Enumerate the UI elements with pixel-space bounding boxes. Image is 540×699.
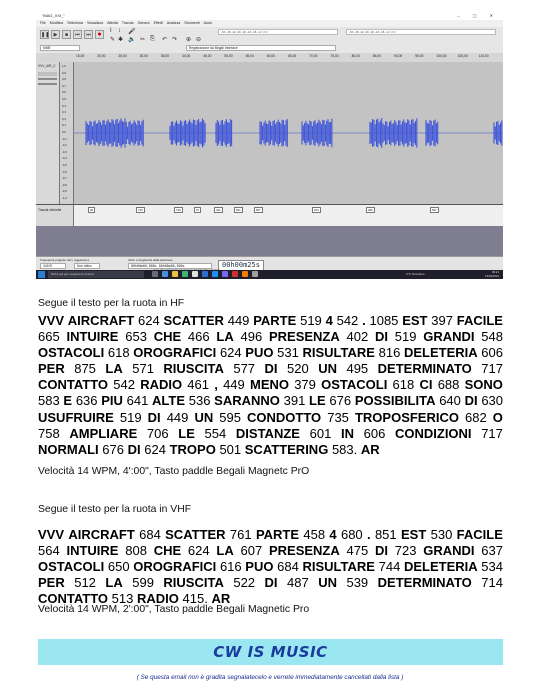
scale-value: -0,5 bbox=[62, 163, 67, 167]
scale-value: 0,3 bbox=[62, 110, 66, 115]
text-number: 542 bbox=[336, 313, 359, 328]
text-number: 397 bbox=[431, 313, 453, 328]
text-word: TROPOSFERICO bbox=[354, 409, 459, 425]
mute-button[interactable] bbox=[38, 72, 57, 76]
redo-icon[interactable]: ↷ bbox=[172, 37, 178, 43]
ruler-tick: 90,00 bbox=[394, 54, 403, 58]
scale-value: 1,0 bbox=[62, 64, 66, 68]
text-number: 449 bbox=[227, 313, 250, 328]
scale-value: 0,2 bbox=[62, 116, 66, 121]
selection-tool-icon[interactable]: I bbox=[110, 28, 112, 34]
text-number: 487 bbox=[287, 575, 309, 591]
text-number: 554 bbox=[204, 425, 227, 441]
text-word: UN bbox=[194, 409, 214, 425]
text-number: 684 bbox=[277, 559, 299, 575]
text-number: 519 bbox=[394, 329, 417, 345]
text-number: 761 bbox=[229, 527, 252, 542]
mic-icon[interactable]: 🎤 bbox=[128, 29, 136, 35]
text-word: DI bbox=[147, 409, 161, 425]
text-number: 461 bbox=[187, 377, 209, 393]
text-number: 564 bbox=[38, 543, 60, 559]
taskbar-clock[interactable] bbox=[485, 271, 499, 278]
scale-value: -0,1 bbox=[62, 136, 67, 141]
text-word: DI bbox=[375, 329, 388, 345]
waveform[interactable] bbox=[74, 62, 503, 204]
menu-item[interactable]: File bbox=[40, 21, 46, 25]
store-icon[interactable] bbox=[192, 271, 198, 277]
text-number: 641 bbox=[126, 393, 149, 409]
editor-toolbar bbox=[36, 27, 503, 54]
text-word: ALTE bbox=[152, 393, 186, 409]
text-word: DI bbox=[264, 361, 278, 377]
scale-value: -0,7 bbox=[62, 176, 67, 181]
cw-is-music-banner bbox=[38, 639, 503, 665]
text-word: TROPO bbox=[169, 441, 216, 457]
text-word: CONTATTO bbox=[38, 591, 109, 607]
text-word: SONO bbox=[464, 377, 503, 393]
hf-note: Velocità 14 WPM, 4':00", Tasto paddle Begali Magnetc PrO bbox=[38, 466, 310, 477]
text-number: 676 bbox=[329, 393, 352, 409]
scale-value: -0,3 bbox=[62, 149, 67, 154]
text-word: 4 bbox=[329, 527, 337, 542]
text-word: DELETERIA bbox=[403, 345, 478, 361]
text-number: 449 bbox=[223, 377, 245, 393]
pause-button[interactable]: ❚❚ bbox=[41, 32, 50, 38]
project-rate-label: Frequenza progetto (Hz) bbox=[40, 258, 73, 262]
text-word: SCATTERING bbox=[244, 441, 329, 457]
text-number: 816 bbox=[378, 345, 401, 361]
text-word: CONTATTO bbox=[38, 377, 109, 393]
text-number: 618 bbox=[107, 345, 130, 361]
text-word: PUO bbox=[245, 345, 274, 361]
text-word: PRESENZA bbox=[268, 543, 340, 559]
text-number: 618 bbox=[392, 377, 415, 393]
task-view-icon[interactable] bbox=[152, 271, 158, 277]
ruler-tick: 25,00 bbox=[118, 54, 127, 58]
menu-item[interactable]: Seleziona bbox=[67, 21, 83, 25]
project-rate-dropdown[interactable]: 44100 bbox=[40, 263, 66, 269]
text-word: . bbox=[362, 313, 366, 328]
ruler-tick: 60,00 bbox=[266, 54, 276, 58]
ruler-tick: 80,00 bbox=[351, 54, 360, 58]
text-number: 624 bbox=[138, 313, 160, 328]
text-word: EST bbox=[400, 527, 427, 542]
text-number: 583. bbox=[331, 441, 358, 457]
menu-item[interactable]: Genera bbox=[137, 21, 150, 25]
text-number: 475 bbox=[346, 543, 369, 559]
text-number: 717 bbox=[481, 425, 503, 441]
scale-value: 0,0 bbox=[62, 130, 66, 134]
text-number: 624 bbox=[219, 345, 242, 361]
text-number: 539 bbox=[346, 575, 369, 591]
text-number: 548 bbox=[481, 329, 503, 345]
text-number: 706 bbox=[146, 425, 169, 441]
editor-title: "MAG_XXI_" bbox=[42, 13, 65, 18]
stop-button[interactable]: ■ bbox=[62, 30, 71, 39]
text-word: NORMALI bbox=[38, 441, 99, 457]
track-label[interactable]: 749 bbox=[138, 208, 143, 212]
text-number: 606 bbox=[481, 345, 503, 361]
ruler-tick: 20,00 bbox=[97, 54, 106, 58]
playback-meter[interactable]: -54 -48 -42 -36 -30 -24 -18 -12 -6 0 bbox=[346, 29, 496, 35]
taskbar-search[interactable]: Scrivi qui per eseguire la ricerca bbox=[48, 271, 144, 278]
text-number: 402 bbox=[346, 329, 369, 345]
text-word: OROGRAFICI bbox=[133, 559, 217, 575]
host-dropdown[interactable]: MME bbox=[40, 45, 80, 51]
text-word: UN bbox=[318, 361, 337, 377]
text-number: 723 bbox=[394, 543, 417, 559]
weather-tray[interactable]: 2°C Nuvoloso bbox=[406, 272, 425, 276]
text-number: 599 bbox=[132, 575, 154, 591]
track-label[interactable]: 286 bbox=[368, 208, 373, 212]
menu-item[interactable]: Traccia bbox=[121, 21, 134, 25]
text-number: 519 bbox=[119, 409, 142, 425]
text-number: 496 bbox=[240, 329, 263, 345]
text-word: INTUIRE bbox=[66, 329, 119, 345]
text-word: UN bbox=[318, 575, 337, 591]
explorer-icon[interactable] bbox=[172, 271, 178, 277]
ruler-tick: 45,00 bbox=[203, 54, 212, 58]
text-number: 601 bbox=[309, 425, 332, 441]
text-number: 637 bbox=[481, 543, 503, 559]
text-number: 808 bbox=[125, 543, 147, 559]
ruler-tick: 85,00 bbox=[372, 54, 382, 58]
scale-value: -0,2 bbox=[62, 143, 67, 148]
text-word: PER bbox=[38, 575, 65, 591]
text-word: SCATTER bbox=[163, 313, 224, 328]
editor-titlebar bbox=[36, 12, 503, 20]
text-number: 513 bbox=[111, 591, 134, 607]
envelope-tool-icon[interactable]: ↕ bbox=[118, 28, 121, 34]
text-word: MENO bbox=[249, 377, 289, 393]
text-word: LA bbox=[105, 361, 123, 377]
menu-item[interactable]: Strumenti bbox=[184, 21, 200, 25]
mail-icon[interactable] bbox=[202, 271, 208, 277]
text-number: 640 bbox=[439, 393, 461, 409]
text-number: 536 bbox=[188, 393, 211, 409]
text-word: OSTACOLI bbox=[38, 345, 105, 361]
gain-slider[interactable] bbox=[38, 78, 57, 80]
draw-tool-icon[interactable]: ✎ bbox=[110, 37, 116, 43]
text-word: AR bbox=[360, 441, 380, 457]
text-word: PRESENZA bbox=[268, 329, 340, 345]
editor-menubar bbox=[36, 20, 503, 27]
text-word: LE bbox=[309, 393, 326, 409]
menu-item[interactable]: Modifica bbox=[49, 21, 64, 25]
text-word: GRANDI bbox=[423, 329, 475, 345]
text-number: 744 bbox=[378, 559, 401, 575]
audacity-icon[interactable] bbox=[242, 271, 248, 277]
text-word: IN bbox=[340, 425, 354, 441]
text-word: AR bbox=[211, 591, 231, 607]
text-word: 4 bbox=[325, 313, 333, 328]
text-word: PARTE bbox=[255, 527, 300, 542]
text-number: 676 bbox=[102, 441, 124, 457]
record-button[interactable]: ● bbox=[95, 30, 104, 39]
text-word: POSSIBILITA bbox=[354, 393, 436, 409]
text-word: RISULTARE bbox=[302, 559, 375, 575]
text-number: 577 bbox=[233, 361, 256, 377]
text-number: 520 bbox=[287, 361, 309, 377]
label-track-name: Traccia etichette bbox=[38, 208, 62, 212]
text-word: LE bbox=[178, 425, 195, 441]
scale-value: -0,4 bbox=[62, 156, 67, 161]
text-word: FACILE bbox=[456, 313, 503, 328]
ruler-tick: 65,00 bbox=[288, 54, 297, 58]
clock-time: 09:21 bbox=[492, 270, 499, 274]
text-word: CONDIZIONI bbox=[394, 425, 472, 441]
ruler-tick: 50,00 bbox=[224, 54, 233, 58]
text-number: 875 bbox=[74, 361, 96, 377]
label-track[interactable] bbox=[74, 204, 503, 227]
text-number: 682 bbox=[465, 409, 487, 425]
start-icon[interactable] bbox=[38, 271, 45, 278]
text-word: DISTANZE bbox=[235, 425, 300, 441]
text-number: 758 bbox=[38, 425, 60, 441]
scale-value: 0,4 bbox=[62, 103, 66, 108]
text-number: 466 bbox=[187, 329, 210, 345]
play-button[interactable]: ▶ bbox=[51, 30, 60, 39]
menu-item[interactable]: Attività bbox=[107, 21, 118, 25]
text-number: 534 bbox=[481, 559, 503, 575]
track-label[interactable]: 67 bbox=[196, 208, 200, 212]
scale-value: -0,9 bbox=[62, 189, 67, 194]
text-word: AIRCRAFT bbox=[67, 313, 135, 328]
text-number: 717 bbox=[481, 361, 503, 377]
text-number: 501 bbox=[219, 441, 242, 457]
scale-value: -1,0 bbox=[62, 196, 67, 200]
text-word: GRANDI bbox=[423, 543, 475, 559]
text-word: OROGRAFICI bbox=[133, 345, 217, 361]
copy-icon[interactable]: ⎘ bbox=[150, 36, 155, 42]
audio-editor-screenshot bbox=[36, 12, 503, 279]
ruler-tick: 100,00 bbox=[436, 54, 447, 58]
text-number: 665 bbox=[38, 329, 60, 345]
settings-icon[interactable] bbox=[252, 271, 258, 277]
text-word: DETERMINATO bbox=[377, 361, 472, 377]
windows-taskbar bbox=[36, 270, 503, 279]
menu-item[interactable]: Analizza bbox=[166, 21, 181, 25]
track-label[interactable]: 30 bbox=[90, 208, 94, 212]
text-number: 519 bbox=[300, 313, 322, 328]
track-name: VVV_AIR_C bbox=[38, 64, 56, 68]
empty-track-area[interactable] bbox=[36, 226, 503, 256]
text-number: 607 bbox=[240, 543, 263, 559]
window-controls[interactable]: – ▢ ✕ bbox=[457, 13, 499, 18]
text-word: EST bbox=[402, 313, 428, 328]
text-word: RIUSCITA bbox=[163, 575, 224, 591]
cut-icon[interactable]: ✂ bbox=[140, 37, 146, 43]
text-number: 495 bbox=[346, 361, 369, 377]
skip-start-button[interactable]: ⏮ bbox=[73, 30, 82, 39]
text-word: CI bbox=[419, 377, 433, 393]
text-number: 688 bbox=[437, 377, 460, 393]
selection-toolbar bbox=[36, 256, 503, 271]
text-word: PARTE bbox=[253, 313, 297, 328]
menu-item[interactable]: Aiuto bbox=[203, 21, 212, 25]
ruler-tick: 95,00 bbox=[415, 54, 424, 58]
ruler-tick: 35,00 bbox=[160, 54, 170, 58]
text-number: 851 bbox=[374, 527, 397, 542]
text-number: 616 bbox=[219, 559, 242, 575]
text-number: 458 bbox=[303, 527, 326, 542]
text-word: RADIO bbox=[140, 377, 183, 393]
text-word: CHE bbox=[153, 329, 182, 345]
text-word: . bbox=[367, 527, 371, 542]
label-track-header[interactable] bbox=[36, 204, 74, 226]
text-word: CHE bbox=[153, 543, 182, 559]
ruler-tick: 15,00 bbox=[76, 54, 85, 58]
text-word: DETERMINATO bbox=[377, 575, 472, 591]
text-number: 391 bbox=[283, 393, 306, 409]
text-word: LA bbox=[105, 575, 123, 591]
ruler-tick: 30,00 bbox=[139, 54, 148, 58]
hf-morse-text bbox=[38, 313, 503, 458]
ruler-tick: 105,00 bbox=[457, 54, 468, 58]
menu-item[interactable]: Effetti bbox=[153, 21, 163, 25]
text-number: 512 bbox=[74, 575, 96, 591]
text-word: O bbox=[492, 409, 503, 425]
snap-dropdown[interactable]: Non attivo bbox=[74, 263, 100, 269]
pdf-icon[interactable] bbox=[232, 271, 238, 277]
hf-intro: Segue il testo per la ruota in HF bbox=[38, 298, 185, 309]
text-word: , bbox=[214, 377, 218, 393]
edge-icon[interactable] bbox=[162, 271, 168, 277]
text-number: 630 bbox=[481, 393, 504, 409]
zoom-in-icon[interactable]: ⊕ bbox=[186, 37, 192, 43]
text-word: SARANNO bbox=[214, 393, 280, 409]
track-label[interactable]: 557 bbox=[256, 208, 261, 212]
text-word: PER bbox=[38, 361, 65, 377]
vhf-morse-text bbox=[38, 527, 503, 607]
zoom-out-icon[interactable]: ⊖ bbox=[196, 37, 202, 43]
text-number: 636 bbox=[75, 393, 98, 409]
scale-value: 0,6 bbox=[62, 90, 66, 95]
text-word: AIRCRAFT bbox=[68, 527, 135, 542]
text-number: 542 bbox=[113, 377, 135, 393]
text-word: FACILE bbox=[456, 527, 503, 542]
selection-fields[interactable]: 00h00m00,000s 00h00m00,000s bbox=[128, 263, 212, 269]
text-number: 531 bbox=[277, 345, 299, 361]
text-number: 650 bbox=[107, 559, 130, 575]
text-word: LA bbox=[216, 543, 234, 559]
text-number: 595 bbox=[219, 409, 241, 425]
ruler-tick: 70,00 bbox=[309, 54, 318, 58]
text-word: DI bbox=[464, 393, 478, 409]
time-display[interactable]: 00h00m25s bbox=[218, 260, 264, 271]
text-word: PIU bbox=[101, 393, 123, 409]
text-number: 606 bbox=[363, 425, 386, 441]
ruler-tick: 40,00 bbox=[182, 54, 191, 58]
text-word: VVV bbox=[38, 313, 65, 328]
text-number: 714 bbox=[481, 575, 503, 591]
text-word: DI bbox=[264, 575, 278, 591]
text-word: OSTACOLI bbox=[321, 377, 388, 393]
text-word: DI bbox=[127, 441, 141, 457]
skip-end-button[interactable]: ⏭ bbox=[84, 30, 93, 39]
scale-value: 0,9 bbox=[62, 70, 66, 75]
scale-value: 0,5 bbox=[62, 97, 66, 101]
text-number: 1085 bbox=[369, 313, 399, 328]
text-word: LA bbox=[216, 329, 234, 345]
text-word: SCATTER bbox=[165, 527, 226, 542]
text-number: 624 bbox=[144, 441, 166, 457]
ruler-tick: 110,00 bbox=[478, 54, 489, 58]
text-word: OSTACOLI bbox=[38, 559, 105, 575]
text-number: 415. bbox=[182, 591, 208, 607]
text-word: DI bbox=[375, 543, 388, 559]
menu-item[interactable]: Visualizza bbox=[86, 21, 104, 25]
ruler-tick: 75,00 bbox=[330, 54, 339, 58]
text-number: 379 bbox=[294, 377, 316, 393]
track-label[interactable]: 601 bbox=[236, 208, 241, 212]
amplitude-scale bbox=[60, 62, 74, 204]
app-icon[interactable] bbox=[222, 271, 228, 277]
scale-value: 0,1 bbox=[62, 123, 66, 128]
text-number: 571 bbox=[132, 361, 154, 377]
text-word: DELETERIA bbox=[403, 559, 478, 575]
scale-value: -0,8 bbox=[62, 182, 67, 187]
chrome-icon[interactable] bbox=[182, 271, 188, 277]
track-label[interactable]: 597 bbox=[432, 208, 437, 212]
scale-value: 0,7 bbox=[62, 83, 66, 88]
text-number: 530 bbox=[430, 527, 453, 542]
pan-slider[interactable] bbox=[38, 83, 57, 85]
text-word: RIUSCITA bbox=[163, 361, 224, 377]
text-word: USUFRUIRE bbox=[38, 409, 114, 425]
undo-icon[interactable]: ↶ bbox=[162, 37, 168, 43]
selection-label: Inizio e lunghezza della selezione bbox=[128, 258, 173, 262]
vhf-intro: Segue il testo per la ruota in VHF bbox=[38, 504, 192, 515]
text-word: INTUIRE bbox=[66, 543, 119, 559]
word-icon[interactable] bbox=[212, 271, 218, 277]
text-number: 680 bbox=[340, 527, 363, 542]
snap-label: Aggancia a bbox=[74, 258, 90, 262]
audio-track-header[interactable] bbox=[36, 62, 60, 204]
text-word: PUO bbox=[245, 559, 274, 575]
text-number: 583 bbox=[38, 393, 60, 409]
text-number: 653 bbox=[125, 329, 147, 345]
text-number: 624 bbox=[187, 543, 210, 559]
text-word: RADIO bbox=[137, 591, 179, 607]
scale-value: 0,8 bbox=[62, 77, 66, 82]
speaker-icon[interactable]: 🔈 bbox=[128, 37, 136, 43]
track-label[interactable]: 264 bbox=[314, 208, 319, 212]
scale-value: -0,6 bbox=[62, 169, 67, 174]
track-label[interactable]: 421 bbox=[216, 208, 221, 212]
ruler-tick: 55,00 bbox=[245, 54, 254, 58]
text-number: 449 bbox=[166, 409, 189, 425]
multi-tool-icon[interactable]: ✱ bbox=[118, 37, 124, 43]
unsubscribe-notice: ( Se questa email non è gradita segnalatecelo e verrete immediatamente cancellati dalla lista ) bbox=[136, 674, 404, 681]
track-label[interactable]: 749 bbox=[176, 208, 181, 212]
text-word: AMPLIARE bbox=[69, 425, 138, 441]
text-word: RISULTARE bbox=[302, 345, 375, 361]
banner-text: CW IS MUSIC bbox=[213, 643, 328, 661]
text-word: VVV bbox=[38, 527, 65, 542]
text-word: CONDOTTO bbox=[247, 409, 322, 425]
record-meter[interactable]: -54 -48 -42 -36 -30 -24 -18 -12 -6 0 bbox=[218, 29, 338, 35]
vhf-note: Velocità 14 WPM, 2':00", Tasto paddle Begali Magnetic Pro bbox=[38, 604, 310, 615]
text-number: 735 bbox=[327, 409, 349, 425]
text-word: E bbox=[63, 393, 73, 409]
clock-date: 13/02/2021 bbox=[485, 273, 499, 278]
playback-device-dropdown[interactable]: Registrazione da Begali Interface bbox=[186, 45, 336, 51]
text-number: 522 bbox=[233, 575, 256, 591]
text-number: 684 bbox=[139, 527, 161, 542]
